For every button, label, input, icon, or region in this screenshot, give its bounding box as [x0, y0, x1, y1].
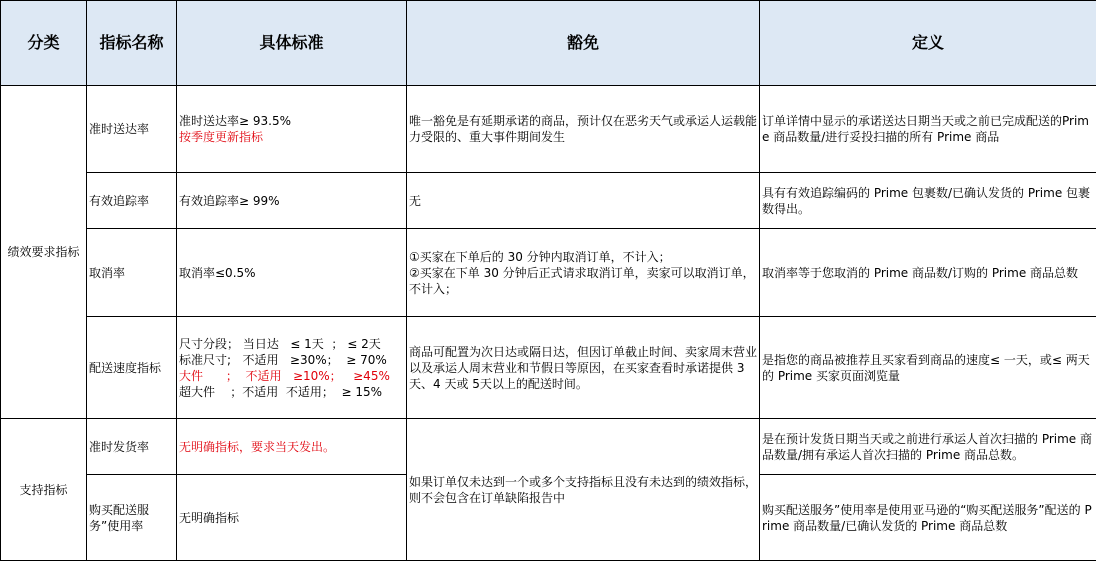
exemption-cell: 无 [407, 173, 760, 229]
exemption-cell: 如果订单仅未达到一个或多个支持指标且没有未达到的绩效指标，则不会包含在订单缺陷报告中 [407, 419, 760, 561]
header-standard: 具体标准 [177, 1, 407, 86]
table-row [1, 229, 1096, 317]
metric-name: 有效追踪率 [87, 173, 177, 229]
exemption-cell: 唯一豁免是有延期承诺的商品，预计仅在恶劣天气或承运人运载能力受限的、重大事件期间发生 [407, 86, 760, 173]
exemption-cell [407, 229, 760, 317]
definition-cell: 购买配送服务”使用率是使用亚马逊的“购买配送服务”配送的 Prime 商品数量/已确认发货的 Prime 商品总数 [760, 475, 1096, 561]
standard-note: 按季度更新指标 [179, 130, 264, 144]
group-performance: 绩效要求指标 [1, 86, 87, 419]
speed-line-highlight: 大件 ； 不适用 ≥10%； ≥45% [179, 368, 390, 383]
table-row [1, 86, 1096, 173]
speed-line: 超大件 ；不适用 不适用； ≥ 15% [179, 384, 383, 399]
metric-name: 准时发货率 [87, 419, 177, 475]
speed-line: 尺寸分段； 当日达 ≤ 1天 ； ≤ 2天 [179, 336, 381, 351]
definition-cell: 订单详情中显示的承诺送达日期当天或之前已完成配送的Prime 商品数量/进行妥投扫描的所有 Prime 商品 [760, 86, 1096, 173]
metric-name: 购买配送服务”使用率 [87, 475, 177, 561]
metric-name: 配送速度指标 [87, 317, 177, 419]
header-definition: 定义 [760, 1, 1096, 86]
standard-cell [177, 86, 407, 173]
definition-cell: 具有有效追踪编码的 Prime 包裹数/已确认发货的 Prime 包裹数得出。 [760, 173, 1096, 229]
standard-text: 准时送达率≥ 93.5% [179, 114, 291, 128]
exemption-cell: 商品可配置为次日达或隔日达，但因订单截止时间、卖家周末营业以及承运人周末营业和节假日等原因，在买家查看时承诺提供 3 天、4 天或 5天以上的配送时间。 [407, 317, 760, 419]
table-row [1, 173, 1096, 229]
header-row [1, 1, 1096, 86]
exemption-line: ①买家在下单后的 30 分钟内取消订单，不计入； [409, 249, 671, 264]
metric-name: 取消率 [87, 229, 177, 317]
header-metric: 指标名称 [87, 1, 177, 86]
header-exemption: 豁免 [407, 1, 760, 86]
definition-cell: 取消率等于您取消的 Prime 商品数/订购的 Prime 商品总数 [760, 229, 1096, 317]
header-category: 分类 [1, 1, 87, 86]
table-row [1, 419, 1096, 475]
table-row [1, 317, 1096, 419]
standard-cell: 有效追踪率≥ 99% [177, 173, 407, 229]
standard-cell: 无明确指标，要求当天发出。 [177, 419, 407, 475]
metric-name: 准时送达率 [87, 86, 177, 173]
standard-cell: 无明确指标 [177, 475, 407, 561]
exemption-line: ②买家在下单 30 分钟后正式请求取消订单，卖家可以取消订单，不计入； [409, 265, 755, 296]
definition-cell: 是在预计发货日期当天或之前进行承运人首次扫描的 Prime 商品数量/拥有承运人首次扫描的 Prime 商品总数。 [760, 419, 1096, 475]
speed-line: 标准尺寸; 不适用 ≥30%； ≥ 70% [179, 352, 387, 367]
group-support: 支持指标 [1, 419, 87, 561]
standard-cell: 取消率≤0.5% [177, 229, 407, 317]
definition-cell: 是指您的商品被推荐且买家看到商品的速度≤ 一天，或≤ 两天的 Prime 买家页面浏览量 [760, 317, 1096, 419]
standard-cell [177, 317, 407, 419]
